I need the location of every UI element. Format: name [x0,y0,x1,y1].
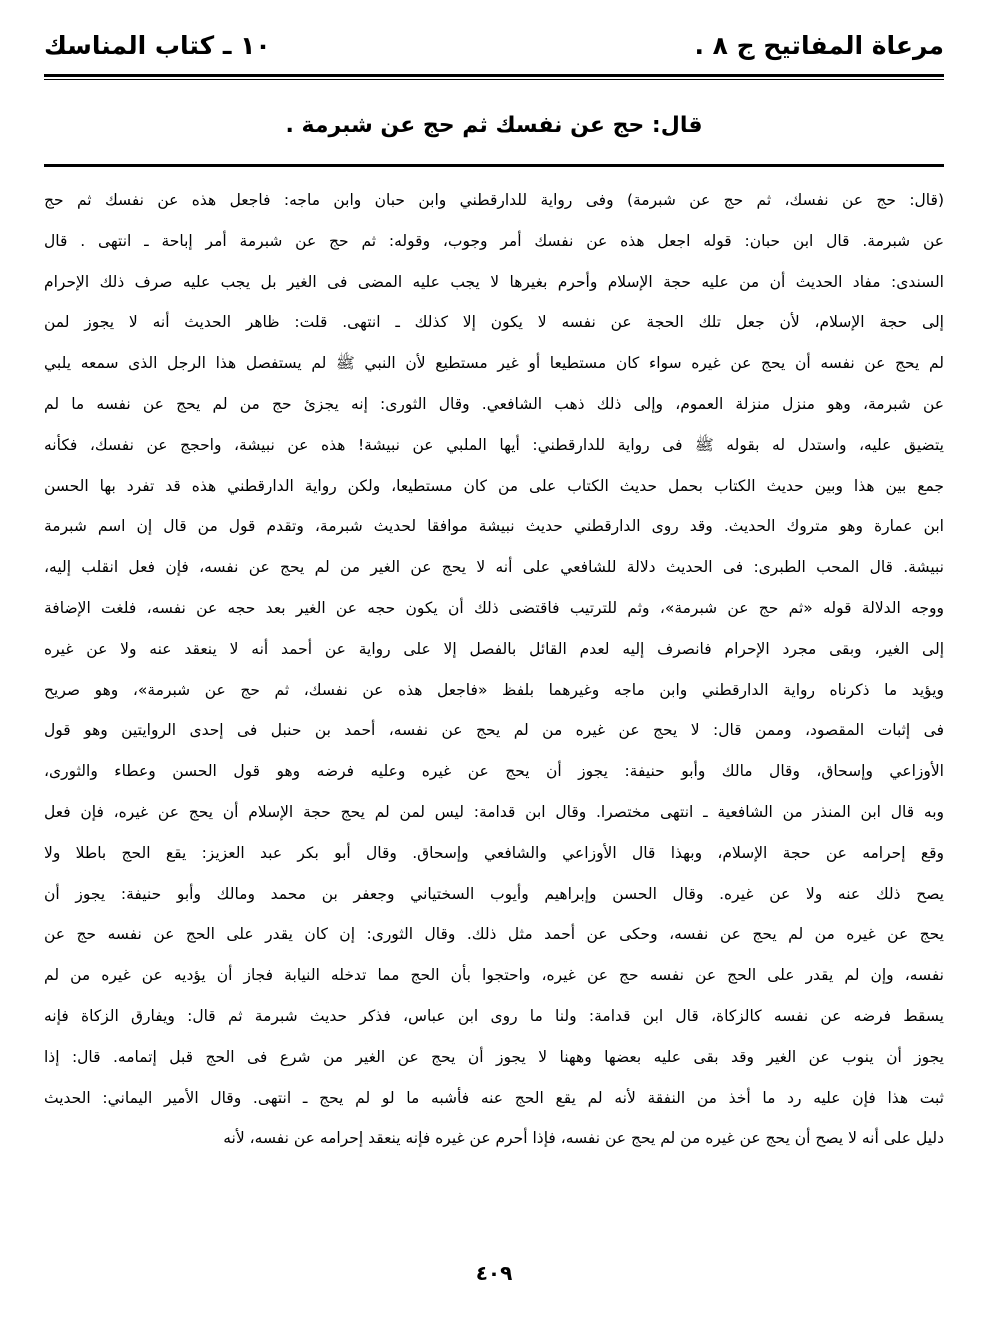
text-line: نبيشة. قال المحب الطبرى: فى الحديث دلالة للشافعي على أنه لا يحج عن الغير من لم يحج عن نفسه، فإن فعل انقلب إليه، [44,558,944,577]
text-line: لم يحج عن نفسه أن يحج عن غيره سواء كان مستطيعا أو غير مستطيع لأن النبي ﷺ لم يستفصل هذا الرجل الذى سمعه يلبي [44,354,944,373]
text-line: يصح ذلك عنه ولا عن غيره. وقال الحسن وإبراهيم وأيوب السختياني وجعفر بن محمد ومالك وأبو حنيفة: يجوز أن [44,884,944,903]
text-line: ابن عمارة وهو متروك الحديث. وقد روى الدارقطني حديث نبيشة موافقا لحديث شبرمة، وتقدم قول من قال إن اسم شبرمة [44,517,944,536]
text-line: إلى حجة الإسلام، لأن جعل تلك الحجة عن نفسه لا يكون إلا كذلك ـ انتهى. قلت: ظاهر الحديث أنه لا يجوز لمن [44,313,944,332]
text-line: ويؤيد ما ذكرناه رواية الدارقطني وابن ماجه وغيرهما بلفظ «فاجعل هذه عن نفسك، ثم حج عن شبرمة»، وهو صريح [44,680,944,699]
text-line: عن شبرمة. قال ابن حبان: قوله اجعل هذه عن نفسك أمر وجوب، وقوله: ثم حج عن شبرمة أمر إباحة ـ انتهى . قال [44,231,944,250]
running-header [44,22,944,68]
hadith-text: قال: حج عن نفسك ثم حج عن شبرمة . [285,113,703,138]
text-line: يسقط فرضه عن نفسه كالزكاة، قال ابن قدامة: ولنا ما روى ابن عباس، فذكر حديث شبرمة ثم قال: ويفارق الزكاة فإنه [44,1006,944,1025]
text-line: السندى: مفاد الحديث أن من عليه حجة الإسلام وأحرم بغيرها لا يجب عليه المضى فى الغير بل يجب عليه صرف ذلك الإحرام [44,272,944,291]
text-line: نفسه، وإن لم يقدر على الحج عن نفسه حج عن غيره، واحتجوا بأن الحج مما تدخله النيابة فجاز أن يؤديه عن غيره من لم [44,966,944,985]
text-line: الأوزاعي وإسحاق، وقال مالك وأبو حنيفة: يجوز أن يحج عن غيره وعليه فرضه وهو قول الحسن وعطاء والثورى، [44,762,944,781]
text-line: يحج عن غيره من لم يحج عن نفسه، وحكى عن أحمد مثل ذلك. وقال الثورى: إن كان يقدر على الحج عن نفسه حج عن [44,925,944,944]
text-line: عن شبرمة، وهو منزل منزلة العموم، وإلى ذلك ذهب الشافعي. وقال الثورى: إنه يجزئ حج من لم يحج عن نفسه ما لم [44,394,944,413]
text-line: وقع إحرامه عن حجة الإسلام، وبهذا قال الأوزاعي والشافعي وإسحاق. وقال أبو بكر عبد العزيز: يقع الحج باطلا ولا [44,843,944,862]
text-line: جمع بين هذا وبين حديث الكتاب بحمل حديث الكتاب على من كان مستطيعا، ولكن رواية الدارقطني هذه قد تفرد بها الحسن [44,476,944,495]
header-divider [44,74,944,80]
book-title: مرعاة المفاتيح ج ٨ . [694,30,944,60]
text-line: دليل على أنه لا يصح أن يحج عن غيره من لم يحج عن نفسه، فإذا أحرم عن غيره فإنه ينعقد إحرامه عن نفسه، لأنه [223,1129,944,1148]
text-line: ثبت هذا فإن عليه رد ما أخذ من النفقة لأنه لم يقع الحج عنه فأشبه ما لو لم يحج ـ انتهى. وقال الأمير اليماني: الحديث [44,1088,944,1107]
section-title: ١٠ ـ كتاب المناسك [44,30,271,60]
page-number: ٤٠٩ [475,1261,513,1285]
text-line: إلى الغير، وبقى مجرد الإحرام فانصرف إليه لعدم القائل بالفصل إلا على رواية عن أحمد أنه لا ينعقد عنه ولا عن غيره [44,639,944,658]
text-line: (قال: حج عن نفسك، ثم حج عن شبرمة) وفى رواية للدارقطني وابن حبان وابن ماجه: فاجعل هذه عن نفسك ثم حج [44,191,944,209]
commentary-body [44,180,944,1159]
text-line: فى إثبات المقصود، وممن قال: لا يحج عن غيره من لم يحج عن نفسه، أحمد بن حنبل فى إحدى الروايتين وهو قول [44,721,944,740]
text-line: يتضيق عليه، واستدل له بقوله ﷺ فى رواية للدارقطني: أيها الملبي عن نبيشة! هذه عن نبيشة، واحجج عن نفسك، فكأنه [44,435,944,454]
text-line: وبه قال ابن المنذر من الشافعية ـ انتهى مختصرا. وقال ابن قدامة: ليس لمن لم يحج حجة الإسلام أن يحج عن غيره، فإن فعل [44,802,944,821]
text-line: يجوز أن ينوب عن الغير وقد بقى عليه بعضها وههنا لا يجوز أن يحج عن الغير من شرع فى الحج قبل إتمامه. قال: إذا [44,1047,944,1066]
text-line: ووجه الدلالة قوله «ثم حج عن شبرمة»، وثم للترتيب فاقتضى ذلك أن يكون حجه عن الغير بعد حجه عن نفسه، فلغت الإضافة [44,598,944,617]
hadith-divider [44,164,944,167]
